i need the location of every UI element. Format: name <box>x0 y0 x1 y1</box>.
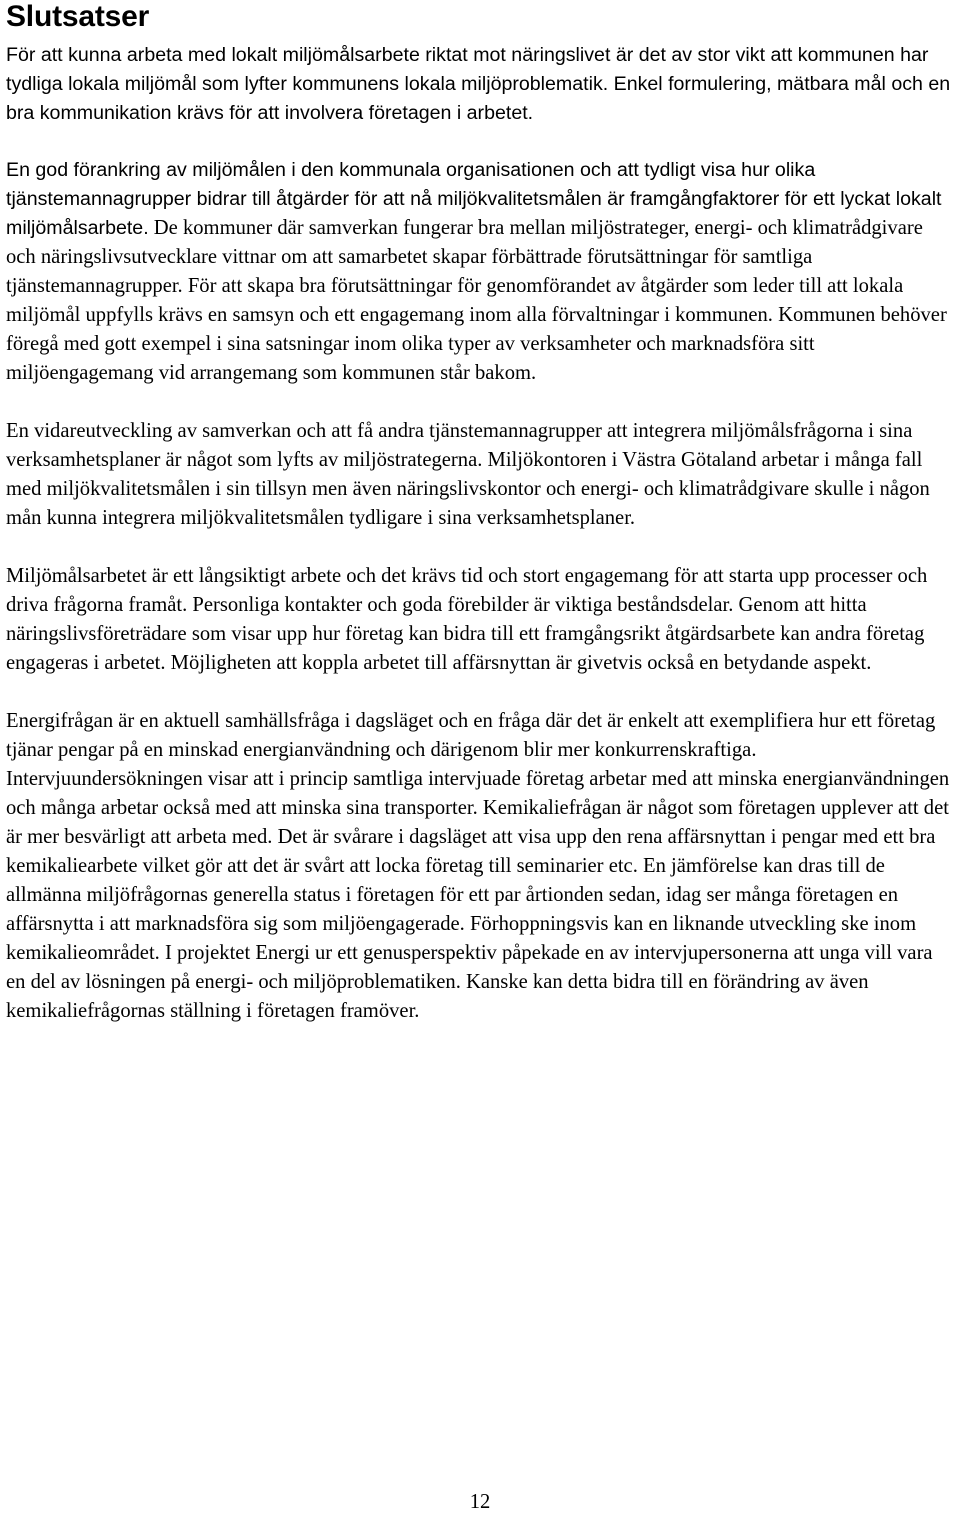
paragraph-2 <box>6 156 956 388</box>
paragraph-4: Miljömålsarbetet är ett långsiktigt arbete och det krävs tid och stort engagemang för att starta upp processer och driva frågorna framåt. Personliga kontakter och goda förebilder är viktiga beståndsdelar. Genom att hitta näringslivsföreträdare som visar upp hur företag kan bidra till ett framgångsrikt åtgärdsarbete kan andra företag engageras i arbetet. Möjligheten att koppla arbetet till affärsnyttan är givetvis också en betydande aspekt. <box>6 565 928 674</box>
section-heading: Slutsatser <box>6 0 150 33</box>
paragraph-5: Energifrågan är en aktuell samhällsfråga i dagsläget och en fråga där det är enkelt att exemplifiera hur ett företag tjänar pengar på en minskad energianvändning och därigenom blir mer konkurrenskraftiga. Intervjuundersökningen visar att i princip samtliga intervjuade företag arbetar med att minska energianvändningen och många arbetar också med att minska sina transporter. Kemikaliefrågan är något som företagen upplever att det är mer besvärligt att arbeta med. Det är svårare i dagsläget att visa upp den rena affärsnyttan i pengar med ett bra kemikaliearbete vilket gör att det är svårt att locka företag till seminarier etc. En jämförelse kan dras till de allmänna miljöfrågornas generella status i företagen för ett par årtionden sedan, idag ser många företagen en affärsnytta i att marknadsföra sig som miljöengagerade. Förhoppningsvis kan en liknande utveckling ske inom kemikalieområdet. I projektet Energi ur ett genusperspektiv påpekade en av intervjupersonerna att unga vill vara en del av lösningen på energi- och miljöproblematiken. Kanske kan detta bidra till en förändring av även kemikaliefrågornas ställning i företagen framöver. <box>6 710 950 1022</box>
page-number: 12 <box>469 1491 491 1513</box>
paragraph-3: En vidareutveckling av samverkan och att få andra tjänstemannagrupper att integrera miljömålsfrågorna i sina verksamhetsplaner är något som lyfts av miljöstrategerna. Miljökontoren i Västra Götaland arbetar i många fall med miljökvalitetsmålen i sin tillsyn men även näringslivskontor och energi- och klimatrådgivare skulle i någon mån kunna integrera miljökvalitetsmålen tydligare i sina verksamhetsplaner. <box>6 420 930 529</box>
paragraph-2-serif-run: De kommuner där samverkan fungerar bra mellan miljöstrateger, energi- och klimatrådgivare och näringslivsutvecklare vittnar om att samarbetet skapar förbättrade förutsättningar för samtliga tjänstemannagrupper. För att skapa bra förutsättningar för genomförandet av åtgärder som leder till att lokala miljömål uppfylls krävs en samsyn och ett engagemang inom alla förvaltningar i kommunen. Kommunen behöver föregå med gott exempel i sina satsningar inom olika typer av verksamheter och marknadsföra sitt miljöengagemang vid arrangemang som kommunen står bakom. <box>6 217 947 384</box>
paragraph-2-sans-run: En god förankring av miljömålen i den kommunala organisationen och att tydligt visa hur olika tjänstemannagrupper bidrar till åtgärder för att nå miljökvalitetsmålen är framgångfaktorer för ett lyckat lokalt miljömålsarbete. <box>6 159 942 239</box>
paragraph-1: För att kunna arbeta med lokalt miljömålsarbete riktat mot näringslivet är det av stor vikt att kommunen har tydliga lokala miljömål som lyfter kommunens lokala miljöproblematik. Enkel formulering, mätbara mål och en bra kommunikation krävs för att involvera företagen i arbetet. <box>6 44 951 124</box>
